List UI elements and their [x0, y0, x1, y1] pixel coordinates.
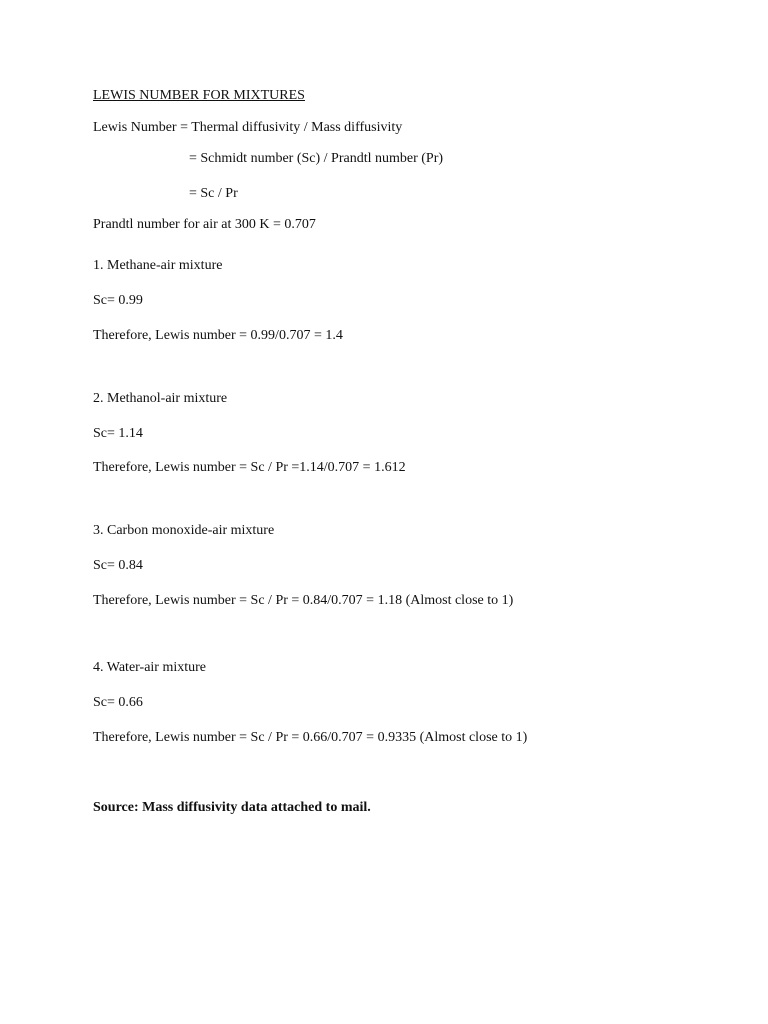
- definition-line-2: = Schmidt number (Sc) / Prandtl number (Pr): [189, 151, 444, 166]
- mixture-3-heading: 3. Carbon monoxide-air mixture: [93, 523, 275, 538]
- mixture-4-sc: Sc= 0.66: [93, 695, 143, 710]
- mixture-1-result: Therefore, Lewis number = 0.99/0.707 = 1.4: [93, 328, 343, 343]
- mixture-4-result: Therefore, Lewis number = Sc / Pr = 0.66/0.707 = 0.9335 (Almost close to 1): [93, 730, 528, 745]
- source-note: Source: Mass diffusivity data attached to mail.: [93, 800, 371, 815]
- mixture-1-heading: 1. Methane-air mixture: [93, 258, 223, 273]
- mixture-4-heading: 4. Water-air mixture: [93, 660, 207, 675]
- mixture-2-sc: Sc= 1.14: [93, 426, 143, 441]
- mixture-1-sc: Sc= 0.99: [93, 293, 143, 308]
- mixture-3-sc: Sc= 0.84: [93, 558, 143, 573]
- mixture-3-result: Therefore, Lewis number = Sc / Pr = 0.84/0.707 = 1.18 (Almost close to 1): [93, 593, 514, 608]
- definition-line-3: = Sc / Pr: [189, 186, 238, 201]
- definition-line-1: Lewis Number = Thermal diffusivity / Mass diffusivity: [93, 120, 403, 135]
- document-title: LEWIS NUMBER FOR MIXTURES: [93, 88, 305, 103]
- prandtl-note: Prandtl number for air at 300 K = 0.707: [93, 217, 316, 232]
- mixture-2-heading: 2. Methanol-air mixture: [93, 391, 228, 406]
- mixture-2-result: Therefore, Lewis number = Sc / Pr =1.14/0.707 = 1.612: [93, 460, 406, 475]
